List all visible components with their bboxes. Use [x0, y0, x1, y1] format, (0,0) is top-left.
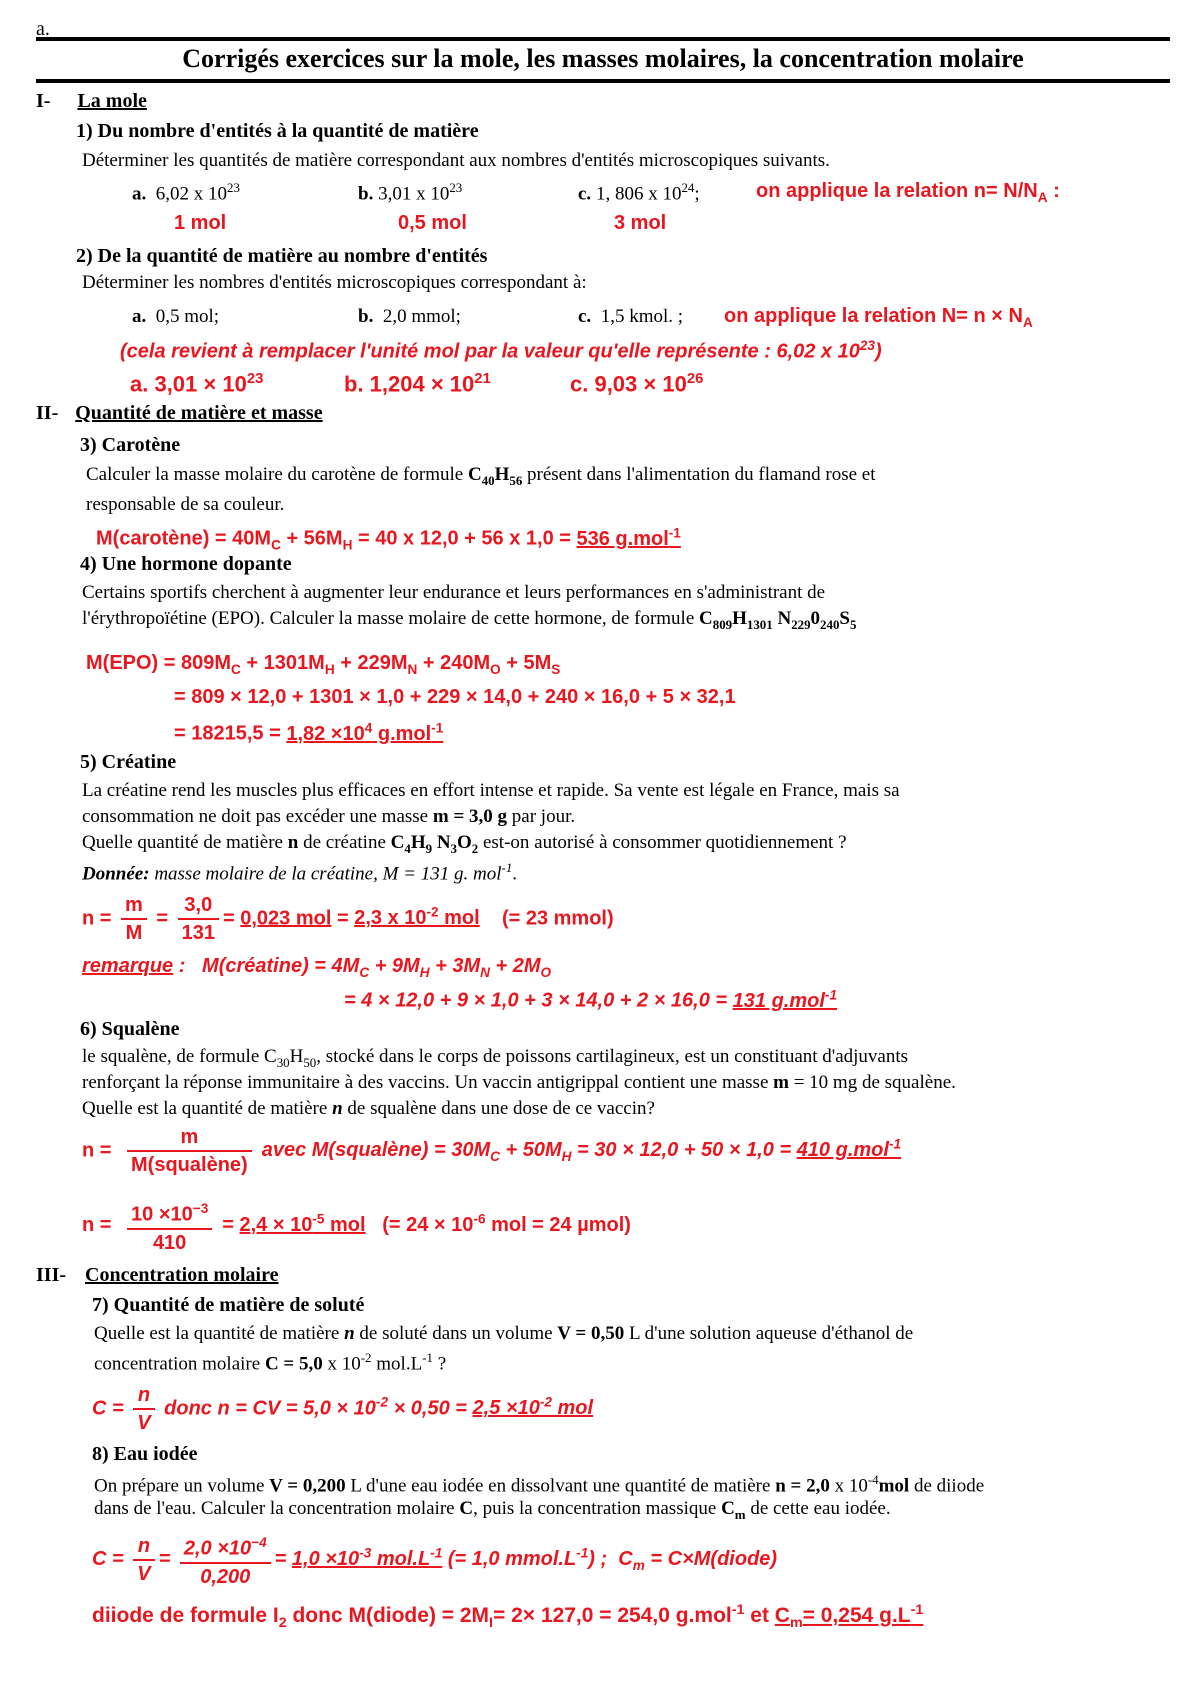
q4-title: 4) Une hormone dopante — [80, 553, 292, 575]
q2-answer-c: c. $9,03 \times 10^{26}$ — [570, 370, 704, 397]
q4-text-2: l'érythropoïétine (EPO). Calculer la masse molaire de cette hormone, de formule $C_{809}H_{1301}$ $N_{229}0_{240}S_5$ — [82, 608, 857, 632]
q2-title: 2) De la quantité de matière au nombre d'entités — [76, 245, 488, 267]
q8-text-2: dans de l'eau. Calculer la concentration molaire C, puis la concentration massique $C_m$ de cette eau iodée. — [94, 1498, 891, 1522]
q6-text-1: le squalène, de formule $C_{30}H_{50}$, stocké dans le corps de poissons cartilagineux, est un constituant d'adjuvants — [82, 1046, 909, 1070]
section-1-heading — [36, 90, 147, 113]
q5-text-3: Quelle quantité de matière n de créatine $C_4H_9$ $N_3O_2$ est-on autorisé à consommer quotidiennement ? — [82, 832, 847, 856]
q6-text-3: Quelle est la quantité de matière n de squalène dans une dose de ce vaccin? — [82, 1098, 655, 1119]
q6-answer-1: n = $\frac{m}{\text{M(squalène)}}$ avec M(squalène) = $30M_C + 50M_H = 30 \times 12,0 + 50 \times 1,0 = 410$ g.mol$^{-1}$ — [82, 1126, 902, 1176]
q1-answer-a: 1 mol — [174, 212, 227, 234]
q4-line-1: $M(EPO) = 809M_C + 1301M_H + 229M_N + 240M_O + 5M_S$ — [86, 652, 561, 677]
q1-item-a: a. 6,02 x $10^{23}$ — [132, 180, 240, 205]
q8-title: 8) Eau iodée — [92, 1443, 198, 1465]
q8-last-line: diiode de formule $I_2$ donc M(diode) = $2M_I= 2\times 127,0 = 254,0$ g.mol$^{-1}$ et $C_m= 0,254$ $g.L^{-1}$ — [92, 1602, 924, 1632]
q7-title: 7) Quantité de matière de soluté — [92, 1294, 365, 1316]
q1-text: Déterminer les quantités de matière correspondant aux nombres d'entités microscopiques suivants. — [82, 150, 830, 171]
section-2-label: II- — [36, 402, 59, 424]
section-2-heading — [36, 402, 323, 425]
q5-answer: n = $\frac{m}{M}$ = $\frac{3,0}{131}$ = 0,023 mol = 2,3 x $10^{-2}$ mol (= 23 mmol) — [82, 894, 614, 944]
q6-title: 6) Squalène — [80, 1018, 180, 1040]
q2-item-a: a. 0,5 mol; — [132, 306, 220, 327]
q2-answer-a: a. $3,01 \times 10^{23}$ — [130, 370, 264, 397]
q3-text-2: responsable de sa couleur. — [86, 494, 285, 515]
section-3-title: Concentration molaire — [85, 1264, 279, 1286]
q2-item-b: b. 2,0 mmol; — [358, 306, 461, 327]
corner-mark: a. — [36, 18, 50, 40]
q2-note: (cela revient à remplacer l'unité mol par la valeur qu'elle représente : 6,02 x $10^{23}$) — [120, 338, 882, 363]
q7-text-1: Quelle est la quantité de matière n de soluté dans un volume V = 0,50 L d'une solution aqueuse d'éthanol de — [94, 1323, 914, 1344]
q5-remarque: remarque : M(créatine) = $4M_C + 9M_H + 3M_N + 2M_O$ — [82, 955, 552, 980]
q6-answer-2: n = $\frac{10 \times 10^{-3}}{410}$ = $2,4 \times 10^{-5}$ mol (= $24 \times 10^{-6}$ mol = 24 µmol) — [82, 1196, 631, 1256]
q3-title: 3) Carotène — [80, 434, 181, 456]
q1-item-c: c. 1, 806 x $10^{24}$; — [578, 180, 700, 205]
q5-text-2: consommation ne doit pas excéder une masse m = 3,0 g par jour. — [82, 806, 576, 827]
q8-answer: C = $\frac{n}{V}$ = $\frac{2,0 \times 10^{-4}}{0,200}$ = $1,0 \times 10^{-3}$ $mol.L^{-1}$ (= 1,0 $mmol.L^{-1}$) ; $C_m$ = C×M(diode) — [92, 1530, 777, 1590]
q1-title: 1) Du nombre d'entités à la quantité de matière — [76, 120, 479, 142]
q3-answer: M(carotène) = $40M_C + 56M_H = 40$ x 12,0 + 56 x 1,0 = 536 g.mol$^{-1}$ — [96, 525, 681, 553]
q4-text-1: Certains sportifs cherchent à augmenter leur endurance et leurs performances en s'administrant de — [82, 582, 826, 603]
q5-text-1: La créatine rend les muscles plus efficaces en effort intense et rapide. Sa vente est légale en France, mais sa — [82, 780, 900, 801]
section-3-heading — [36, 1264, 279, 1287]
q7-answer: C = $\frac{n}{V}$ donc n = CV = $5,0 \times 10^{-2} \times 0,50 = 2,5 \times 10^{-2}$ mol — [92, 1384, 594, 1434]
q5-donnee: Donnée: masse molaire de la créatine, M = 131 g. mol$^{-1}$. — [82, 860, 518, 885]
q1-item-b: b. 3,01 x $10^{23}$ — [358, 180, 463, 205]
page-title: Corrigés exercices sur la mole, les masses molaires, la concentration molaire — [36, 37, 1170, 83]
q4-line-2: = 809 × 12,0 + 1301 × 1,0 + 229 × 14,0 + 240 × 16,0 + 5 × 32,1 — [174, 686, 736, 708]
q8-text-1: On prépare un volume V = 0,200 L d'une eau iodée en dissolvant une quantité de matière n = 2,0 x $10^{-4}mol$ de diiode — [94, 1472, 985, 1497]
q2-item-c: c. 1,5 kmol. ; — [578, 306, 684, 327]
q5-title: 5) Créatine — [80, 751, 177, 773]
q2-answer-b: b. $1,204 \times 10^{21}$ — [344, 370, 491, 397]
section-2-title: Quantité de matière et masse — [75, 402, 323, 424]
q2-relation: on applique la relation $N= n \times N_A$ — [724, 305, 1033, 330]
q5-remarque-line-2: = 4 × 12,0 + 9 × 1,0 + 3 × 14,0 + 2 × 16,0 = 131 g.mol$^{-1}$ — [344, 987, 838, 1012]
q6-text-2: renforçant la réponse immunitaire à des vaccins. Un vaccin antigrippal contient une masse m = 10 mg de squalène. — [82, 1072, 956, 1093]
q1-answer-c: 3 mol — [614, 212, 667, 234]
q3-text-1: Calculer la masse molaire du carotène de formule $C_{40}H_{56}$ présent dans l'alimentation du flamand rose et — [86, 464, 876, 488]
q1-answer-b: 0,5 mol — [398, 212, 467, 234]
section-1-title: La mole — [77, 90, 147, 112]
section-1-label: I- — [36, 90, 51, 112]
q2-text: Déterminer les nombres d'entités microscopiques correspondant à: — [82, 272, 587, 293]
section-3-label: III- — [36, 1264, 67, 1286]
q1-relation: on applique la relation $n= N/N_A$ : — [756, 180, 1060, 205]
q4-line-3: = $18215,5 = 1,82 \times 10^4$ g.mol$^{-1}$ — [174, 720, 444, 745]
q7-text-2: concentration molaire C = 5,0 x $10^{-2}$ $mol.L^{-1}$ ? — [94, 1350, 447, 1375]
